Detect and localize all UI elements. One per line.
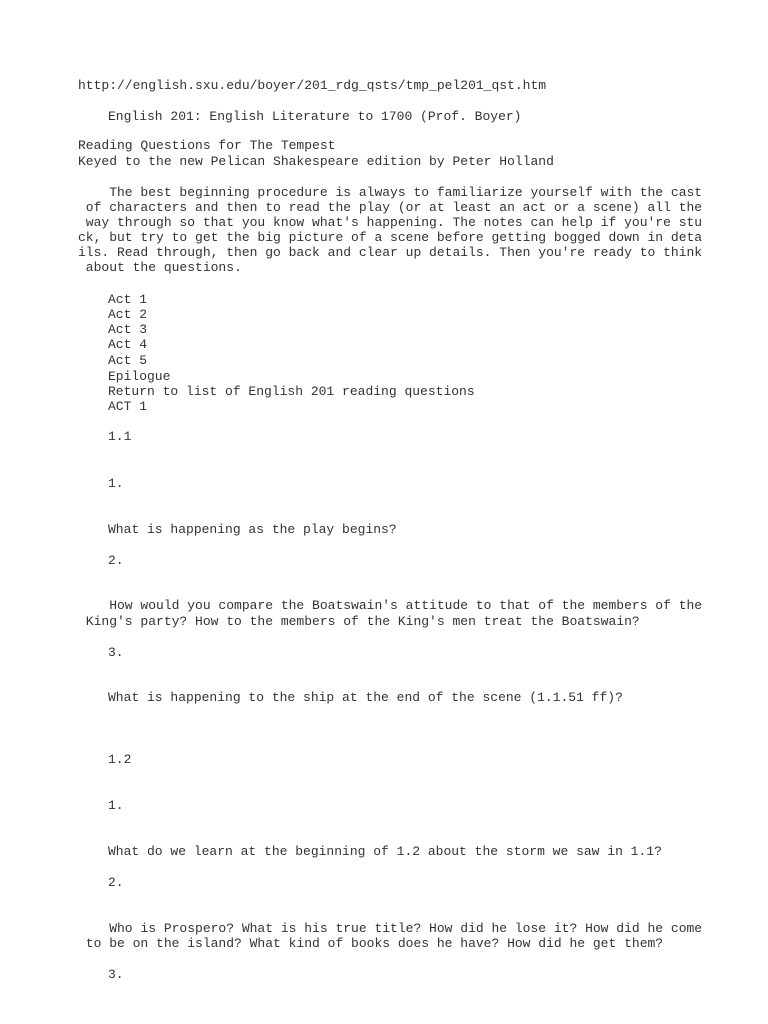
question-text: What is happening to the ship at the end of the scene (1.1.51 ff)? [108,690,623,705]
question-text-line: How would you compare the Boatswain's attitude to that of the members of the [78,598,703,613]
intro-paragraph [78,185,703,275]
scene-label: 1.2 [108,752,132,767]
act-heading: ACT 1 [108,399,148,414]
intro-line: The best beginning procedure is always to familiarize yourself with the cast [78,185,703,200]
intro-line: of characters and then to read the play (or at least an act or a scene) all the [78,200,703,215]
doc-subtitle: Keyed to the new Pelican Shakespeare edition by Peter Holland [78,154,554,169]
course-heading: English 201: English Literature to 1700 (Prof. Boyer) [108,109,522,124]
question-text-line: to be on the island? What kind of books does he have? How did he get them? [78,936,664,951]
scene-label: 1.1 [108,429,132,444]
source-url: http://english.sxu.edu/boyer/201_rdg_qsts/tmp_pel201_qst.htm [78,78,547,93]
question-number: 2. [108,875,124,890]
intro-line: about the questions. [78,260,242,275]
nav-link-epilogue[interactable]: Epilogue [108,369,171,384]
doc-title: Reading Questions for The Tempest [78,138,336,153]
nav-link-act-5[interactable]: Act 5 [108,353,148,368]
question-number: 3. [108,645,124,660]
question-number: 2. [108,553,124,568]
question-text: What is happening as the play begins? [108,522,397,537]
question-number: 3. [108,967,124,982]
nav-link-act-1[interactable]: Act 1 [108,292,148,307]
question-text-line: King's party? How to the members of the King's men treat the Boatswain? [78,614,640,629]
nav-link-act-3[interactable]: Act 3 [108,322,148,337]
intro-line: way through so that you know what's happening. The notes can help if you're stu [78,215,703,230]
nav-link-act-2[interactable]: Act 2 [108,307,148,322]
nav-link-act-4[interactable]: Act 4 [108,337,148,352]
question-number: 1. [108,476,124,491]
question-text: What do we learn at the beginning of 1.2 about the storm we saw in 1.1? [108,844,662,859]
question-text-line: Who is Prospero? What is his true title? How did he lose it? How did he come [78,921,703,936]
nav-link-return[interactable]: Return to list of English 201 reading questions [108,384,475,399]
intro-line: ck, but try to get the big picture of a scene before getting bogged down in deta [78,230,703,245]
question-number: 1. [108,798,124,813]
intro-line: ils. Read through, then go back and clear up details. Then you're ready to think [78,245,703,260]
